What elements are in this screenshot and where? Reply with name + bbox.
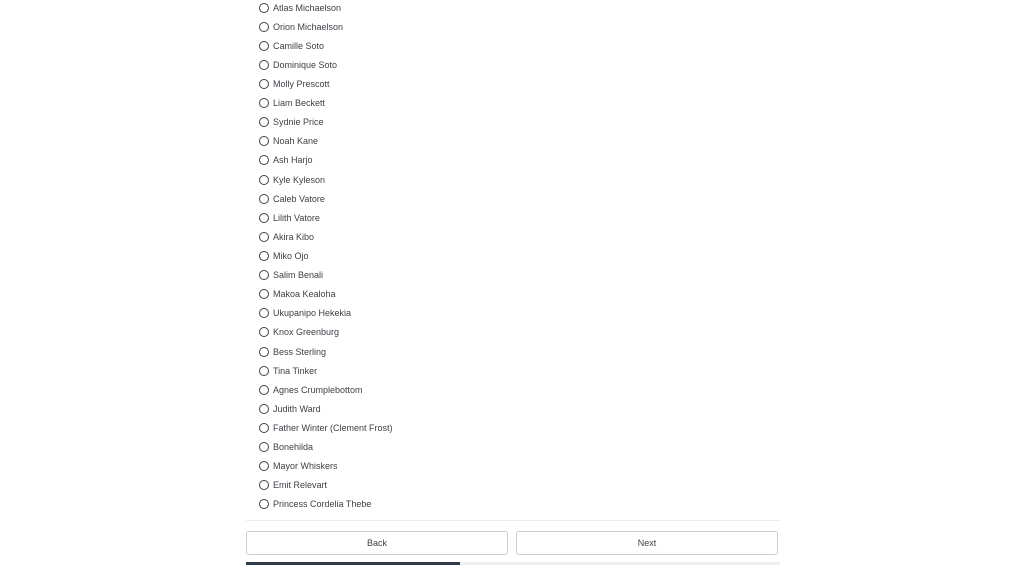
radio-option-label: Ash Harjo [273, 155, 313, 166]
radio-button[interactable] [259, 60, 269, 70]
radio-option[interactable] [259, 246, 779, 265]
radio-option[interactable] [259, 151, 779, 170]
radio-button[interactable] [259, 232, 269, 242]
radio-option[interactable] [259, 208, 779, 227]
radio-option-label: Knox Greenburg [273, 327, 340, 338]
radio-option-label: Atlas Michaelson [273, 2, 342, 13]
radio-option[interactable] [259, 189, 779, 208]
radio-option[interactable] [259, 0, 779, 17]
radio-option[interactable] [259, 227, 779, 246]
radio-option-label: Lilith Vatore [273, 212, 320, 223]
radio-option[interactable] [259, 266, 779, 285]
radio-button[interactable] [259, 251, 269, 261]
radio-button[interactable] [259, 117, 269, 127]
radio-option-label: Bonehilda [273, 442, 314, 453]
radio-button[interactable] [259, 327, 269, 337]
radio-option-label: Noah Kane [273, 136, 319, 147]
radio-button[interactable] [259, 194, 269, 204]
radio-option-list [259, 0, 779, 514]
radio-option[interactable] [259, 170, 779, 189]
radio-option[interactable] [259, 323, 779, 342]
radio-option-label: Molly Prescott [273, 78, 330, 89]
radio-option-label: Akira Kibo [273, 231, 315, 242]
radio-option[interactable] [259, 342, 779, 361]
radio-option-label: Miko Ojo [273, 250, 309, 261]
radio-option-label: Judith Ward [273, 403, 321, 414]
radio-option[interactable] [259, 17, 779, 36]
radio-option[interactable] [259, 361, 779, 380]
radio-option[interactable] [259, 55, 779, 74]
progress-bar [246, 562, 780, 565]
radio-option-label: Tina Tinker [273, 365, 318, 376]
radio-button[interactable] [259, 423, 269, 433]
radio-option[interactable] [259, 457, 779, 476]
radio-option-label: Emit Relevart [273, 480, 328, 491]
radio-button[interactable] [259, 461, 269, 471]
radio-button[interactable] [259, 79, 269, 89]
radio-option-label: Kyle Kyleson [273, 174, 326, 185]
radio-option[interactable] [259, 36, 779, 55]
radio-button[interactable] [259, 385, 269, 395]
radio-option-label: Mayor Whiskers [273, 461, 338, 472]
radio-option-label: Sydnie Price [273, 117, 324, 128]
radio-option-label: Makoa Kealoha [273, 289, 336, 300]
radio-button[interactable] [259, 175, 269, 185]
radio-option-label: Agnes Crumplebottom [273, 384, 363, 395]
radio-option[interactable] [259, 113, 779, 132]
radio-option[interactable] [259, 495, 779, 514]
radio-option[interactable] [259, 74, 779, 93]
radio-option[interactable] [259, 476, 779, 495]
radio-button[interactable] [259, 98, 269, 108]
radio-option-label: Princess Cordelia Thebe [273, 499, 372, 510]
radio-button[interactable] [259, 442, 269, 452]
back-button[interactable]: Back [246, 531, 508, 555]
next-button[interactable]: Next [516, 531, 778, 555]
radio-button[interactable] [259, 213, 269, 223]
radio-button[interactable] [259, 41, 269, 51]
radio-option-label: Dominique Soto [273, 59, 338, 70]
radio-option[interactable] [259, 418, 779, 437]
progress-bar-fill [246, 562, 460, 565]
radio-option[interactable] [259, 399, 779, 418]
radio-option-label: Camille Soto [273, 40, 325, 51]
radio-button[interactable] [259, 347, 269, 357]
radio-button[interactable] [259, 22, 269, 32]
radio-option-label: Ukupanipo Hekekia [273, 308, 352, 319]
radio-option[interactable] [259, 132, 779, 151]
radio-option[interactable] [259, 304, 779, 323]
radio-option-label: Bess Sterling [273, 346, 327, 357]
radio-option-label: Liam Beckett [273, 98, 326, 109]
radio-button[interactable] [259, 136, 269, 146]
radio-option[interactable] [259, 94, 779, 113]
radio-button[interactable] [259, 499, 269, 509]
radio-option-label: Orion Michaelson [273, 21, 344, 32]
radio-button[interactable] [259, 155, 269, 165]
radio-button[interactable] [259, 480, 269, 490]
radio-option-label: Caleb Vatore [273, 193, 325, 204]
radio-button[interactable] [259, 404, 269, 414]
radio-option-label: Father Winter (Clement Frost) [273, 422, 393, 433]
radio-button[interactable] [259, 3, 269, 13]
radio-button[interactable] [259, 366, 269, 376]
radio-option-label: Salim Benali [273, 270, 324, 281]
radio-button[interactable] [259, 308, 269, 318]
divider [246, 520, 780, 521]
radio-button[interactable] [259, 289, 269, 299]
radio-option[interactable] [259, 438, 779, 457]
radio-option[interactable] [259, 380, 779, 399]
radio-button[interactable] [259, 270, 269, 280]
radio-option[interactable] [259, 285, 779, 304]
